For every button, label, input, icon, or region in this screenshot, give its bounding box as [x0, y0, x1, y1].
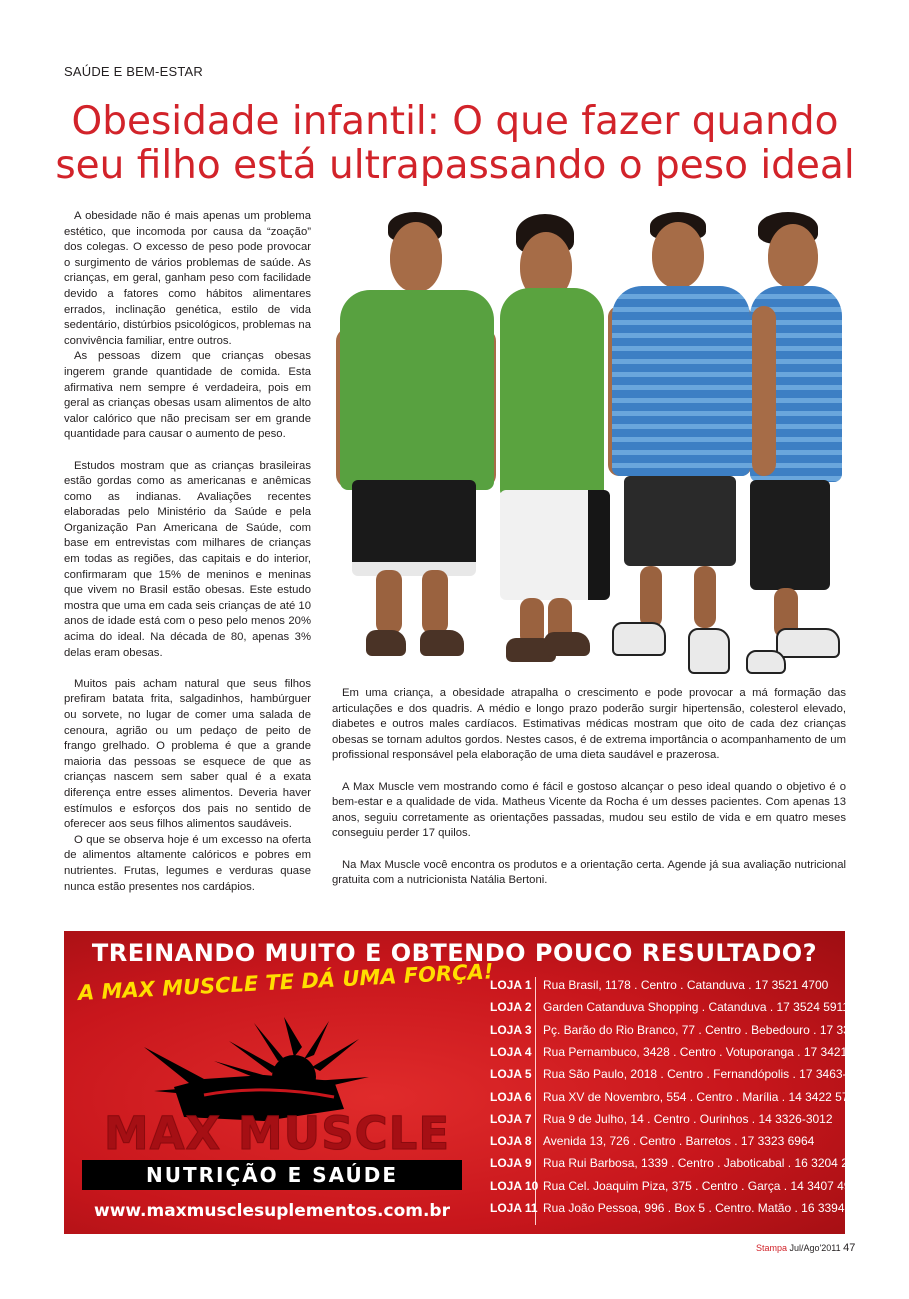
article-bottom-column	[332, 686, 846, 889]
headline-line-1: Obesidade infantil: O que fazer quando	[71, 99, 839, 144]
before-after-photo	[330, 200, 850, 680]
kid-after-side	[746, 210, 850, 680]
store-address: Rua São Paulo, 2018 . Centro . Fernandópolis . 17 3463-3645	[543, 1067, 874, 1082]
headline-line-2: seu filho está ultrapassando o peso ideal	[55, 143, 855, 188]
store-address: Rua 9 de Julho, 14 . Centro . Ourinhos . 14 3326-3012	[543, 1111, 833, 1126]
store-name: LOJA 4	[490, 1044, 532, 1059]
footer-issue: Jul/Ago'2011	[789, 1243, 841, 1253]
footer-magazine: Stampa	[756, 1243, 788, 1253]
store-address: Avenida 13, 726 . Centro . Barretos . 17 3323 6964	[543, 1134, 815, 1149]
footer-page-number: 47	[843, 1242, 856, 1254]
store-name: LOJA 11	[490, 1201, 538, 1215]
article-paragraph: Muitos pais acham natural que seus filhos prefiram batata frita, salgadinhos, hambúrguer ou sorvete, no lugar de comer uma salada de cenoura, agrião ou um pedaço de peito de frango grelhado. O problema é que a grande maioria das pessoas se esquece de que as crianças nascem sem saber qual é a exata diferença entre esses alimentos. Deveria haver estímulos e esforços dos pais no sentido de oferecer aos seus filhos alimentos saudáveis.	[64, 677, 311, 831]
article-paragraph: Em uma criança, a obesidade atrapalha o crescimento e pode provocar a má formação das articulações e dos quadris. A médio e longo prazo poderão surgir hipertensão, colesterol elevado, diabetes e outros males cardíacos. Estimativas médicas mostram que oito de cada dez crianças obesas se tornam adultos gordos. Nestes casos, é de extrema importância o acompanhamento de um profissional responsável pela elaboração de uma dieta saudável e prazerosa.	[332, 687, 846, 762]
article-paragraph: As pessoas dizem que crianças obesas ingerem grande quantidade de comida. Esta afirmativa nem sempre é verdadeira, pois em geral as crianças obesas usam alimentos de alto valor calórico que não precisam ser em grande quantidade para causar o aumento de peso.	[64, 350, 311, 441]
ad-website-link[interactable]: www.maxmusclesuplementos.com.br	[94, 1201, 450, 1221]
article-headline	[40, 100, 870, 188]
article-paragraph: A obesidade não é mais apenas um problema estético, que incomoda por causa da “zoação” dos colegas. O excesso de peso pode provocar o surgimento de vários problemas de saúde. As crianças, em geral, ganham peso com facilidade devido a fatores como hábitos alimentares errados, inclinação genética, estilo de vida sedentário, distúrbios psicológicos, problemas na convivência familiar, entre outros.	[64, 210, 311, 347]
store-address: Rua João Pessoa, 996 . Box 5 . Centro. Matão . 16 3394 2289	[543, 1201, 875, 1215]
article-left-column	[64, 209, 311, 895]
store-name: LOJA 1	[490, 978, 532, 992]
kid-before-side	[498, 212, 608, 682]
store-address: Rua Cel. Joaquim Piza, 375 . Centro . Garça . 14 3407 4923	[543, 1178, 864, 1193]
ad-brand-name: MAX MUSCLE	[103, 1107, 451, 1160]
max-muscle-ad	[64, 931, 894, 1234]
store-name: LOJA 7	[490, 1111, 532, 1126]
ad-headline: TREINANDO MUITO E OBTENDO POUCO RESULTADO?	[91, 939, 818, 967]
store-name: LOJA 9	[490, 1156, 532, 1171]
store-address: Pç. Barão do Rio Branco, 77 . Centro . Bebedouro . 17 3342 4546	[543, 1022, 894, 1037]
kid-after-front	[606, 210, 756, 680]
page-footer	[756, 1242, 855, 1254]
store-name: LOJA 5	[490, 1067, 532, 1082]
store-address: Garden Catanduva Shopping . Catanduva . 17 3524 5911	[543, 1000, 850, 1015]
store-name: LOJA 8	[490, 1134, 532, 1149]
store-address: Rua Pernambuco, 3428 . Centro . Votuporanga . 17 3421 1727	[543, 1044, 878, 1059]
store-name: LOJA 3	[490, 1022, 532, 1037]
store-address: Rua Brasil, 1178 . Centro . Catanduva . 17 3521 4700	[543, 978, 829, 992]
section-label: SAÚDE E BEM-ESTAR	[64, 64, 203, 79]
store-name: LOJA 10	[490, 1178, 539, 1193]
article-paragraph: A Max Muscle vem mostrando como é fácil e gostoso alcançar o peso ideal quando o objetivo é o bem-estar e a qualidade de vida. Matheus Vicente da Rocha é um desses pacientes. Com apenas 13 anos, seguiu corretamente as orientações passadas, mudou seu estilo de vida e em quatro meses conseguiu perder 17 quilos.	[332, 780, 846, 840]
ad-tagline: NUTRIÇÃO E SAÚDE	[82, 1160, 462, 1190]
store-address: Rua Rui Barbosa, 1339 . Centro . Jaboticabal . 16 3204 2228	[543, 1156, 868, 1171]
store-name: LOJA 6	[490, 1089, 532, 1104]
article-paragraph: Na Max Muscle você encontra os produtos e a orientação certa. Agende já sua avaliação nutricional gratuita com a nutricionista Natália Bertoni.	[332, 858, 846, 887]
store-address: Rua XV de Novembro, 554 . Centro . Marília . 14 3422 5794	[543, 1089, 862, 1104]
article-paragraph: O que se observa hoje é um excesso na oferta de alimentos altamente calóricos e pobres em nutrientes. Frutas, legumes e verduras quase nunca estão presentes nos cardápios.	[64, 833, 311, 893]
ad-slogan: A MAX MUSCLE TE DÁ UMA FORÇA!	[77, 959, 494, 1005]
article-paragraph: Estudos mostram que as crianças brasileiras estão gordas como as americanas e anêmicas como as indianas. Avaliações recentes elaboradas pelo Ministério da Saúde e pela Organização Pan Americana de Saúde, com base em entrevistas com milhares de crianças em todas as regiões, das capitais e do interior, confirmaram que 15% de meninos e meninas que vivem no Brasil estão obesas. Este estudo mostra que uma em cada seis crianças de até 10 anos de idade está com o peso pelo menos 20% acima do ideal. Na década de 80, apenas 3% delas eram obesas.	[64, 459, 311, 659]
store-name: LOJA 2	[490, 1000, 532, 1015]
kid-before-front	[330, 210, 500, 680]
